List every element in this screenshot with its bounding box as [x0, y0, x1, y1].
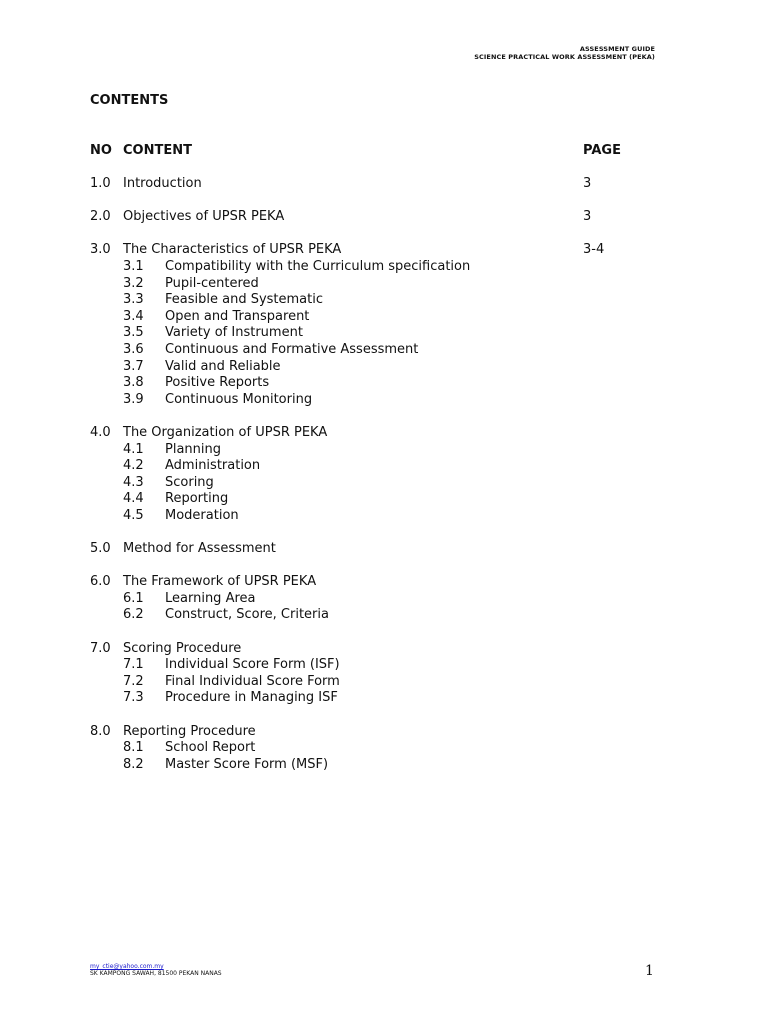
- toc-subentry-number: 3.5: [123, 325, 144, 341]
- toc-entry-title: The Organization of UPSR PEKA: [123, 424, 328, 440]
- toc-subentry-title: Administration: [165, 458, 261, 474]
- footer-address: SK KAMPONG SAWAH, 81500 PEKAN NANAS: [90, 970, 222, 977]
- toc-subentry-number: 3.2: [123, 275, 144, 291]
- page-number: 1: [645, 963, 654, 979]
- toc-subentry: [90, 276, 650, 293]
- toc-subentry-title: Compatibility with the Curriculum specification: [165, 258, 471, 274]
- toc-subentry-title: Pupil-centered: [165, 275, 259, 291]
- toc-subentry-title: Valid and Reliable: [165, 358, 281, 374]
- toc-subentry-number: 6.1: [123, 590, 144, 606]
- toc-subentry-title: Continuous and Formative Assessment: [165, 341, 419, 357]
- footer-email-link[interactable]: my_ctie@yahoo.com.my: [90, 963, 164, 970]
- header-guide-title: ASSESSMENT GUIDE: [579, 45, 655, 53]
- toc-entry: [90, 242, 650, 259]
- toc-entry: [90, 425, 650, 442]
- toc-subentry-title: School Report: [165, 740, 256, 756]
- toc-entry-title: Reporting Procedure: [123, 723, 256, 739]
- toc-subentry: [90, 458, 650, 475]
- toc-entry-title: The Framework of UPSR PEKA: [123, 574, 317, 590]
- toc-subentry-number: 6.2: [123, 607, 144, 623]
- toc-entry-page: 3: [583, 209, 592, 225]
- toc-subentry-title: Moderation: [165, 507, 239, 523]
- toc-section: [90, 425, 650, 525]
- toc-entry: [90, 176, 650, 193]
- toc-subentry-number: 4.5: [123, 507, 144, 523]
- toc-subentry-number: 8.1: [123, 740, 144, 756]
- toc-subentry: [90, 508, 650, 525]
- toc-subentry-title: Planning: [165, 441, 221, 457]
- column-header-page: PAGE: [583, 143, 621, 158]
- toc-subentry: [90, 475, 650, 492]
- toc-entry: [90, 209, 650, 226]
- toc-subentry-title: Positive Reports: [165, 375, 270, 391]
- toc-subentry-number: 3.1: [123, 258, 144, 274]
- toc-subentry: [90, 657, 650, 674]
- toc-subentry-title: Procedure in Managing ISF: [165, 690, 338, 706]
- toc-entry-title: Objectives of UPSR PEKA: [123, 209, 285, 225]
- toc-section: [90, 724, 650, 774]
- toc-subentry-title: Construct, Score, Criteria: [165, 607, 329, 623]
- toc-section: [90, 209, 650, 226]
- toc-subentry-title: Master Score Form (MSF): [165, 756, 329, 772]
- table-of-contents: [90, 176, 650, 790]
- toc-subentry: [90, 325, 650, 342]
- toc-entry-title: Scoring Procedure: [123, 640, 242, 656]
- toc-subentry-number: 3.8: [123, 375, 144, 391]
- toc-entry-title: The Characteristics of UPSR PEKA: [123, 242, 342, 258]
- toc-section: [90, 242, 650, 408]
- toc-subentry: [90, 442, 650, 459]
- toc-section: [90, 541, 650, 558]
- toc-subentry: [90, 392, 650, 409]
- header-subtitle: SCIENCE PRACTICAL WORK ASSESSMENT (PEKA): [474, 53, 655, 61]
- toc-subentry-number: 3.7: [123, 358, 144, 374]
- toc-subentry-title: Individual Score Form (ISF): [165, 657, 340, 673]
- toc-entry: [90, 541, 650, 558]
- page-title: CONTENTS: [90, 93, 169, 108]
- toc-entry: [90, 724, 650, 741]
- toc-subentry: [90, 674, 650, 691]
- toc-subentry-number: 4.4: [123, 491, 144, 507]
- toc-subentry-number: 4.2: [123, 458, 144, 474]
- toc-subentry-number: 3.6: [123, 341, 144, 357]
- toc-subentry-number: 8.2: [123, 756, 144, 772]
- toc-subentry: [90, 591, 650, 608]
- toc-entry-number: 7.0: [90, 640, 111, 656]
- toc-subentry: [90, 309, 650, 326]
- toc-entry-number: 5.0: [90, 541, 111, 557]
- toc-subentry: [90, 375, 650, 392]
- toc-subentry-number: 4.3: [123, 474, 144, 490]
- toc-subentry: [90, 491, 650, 508]
- toc-subentry: [90, 757, 650, 774]
- toc-entry-number: 2.0: [90, 209, 111, 225]
- toc-subentry-title: Learning Area: [165, 590, 256, 606]
- toc-subentry: [90, 259, 650, 276]
- footer: [90, 963, 222, 977]
- toc-subentry-number: 3.9: [123, 391, 144, 407]
- toc-section: [90, 574, 650, 624]
- toc-subentry-number: 3.3: [123, 292, 144, 308]
- toc-section: [90, 176, 650, 193]
- toc-entry-number: 8.0: [90, 723, 111, 739]
- toc-subentry: [90, 740, 650, 757]
- toc-entry-number: 3.0: [90, 242, 111, 258]
- toc-entry-number: 6.0: [90, 574, 111, 590]
- toc-subentry-title: Reporting: [165, 491, 229, 507]
- toc-entry-title: Method for Assessment: [123, 541, 276, 557]
- toc-entry-number: 1.0: [90, 176, 111, 191]
- document-header: [474, 45, 655, 61]
- toc-subentry-title: Feasible and Systematic: [165, 292, 323, 308]
- toc-subentry-number: 4.1: [123, 441, 144, 457]
- toc-entry: [90, 574, 650, 591]
- toc-subentry-number: 7.1: [123, 657, 144, 673]
- column-header-no: NO: [90, 143, 112, 158]
- toc-subentry-title: Open and Transparent: [165, 308, 310, 324]
- toc-entry-number: 4.0: [90, 424, 111, 440]
- toc-subentry: [90, 690, 650, 707]
- toc-subentry: [90, 292, 650, 309]
- toc-subentry: [90, 607, 650, 624]
- toc-subentry: [90, 342, 650, 359]
- toc-entry: [90, 641, 650, 658]
- column-header-content: CONTENT: [123, 143, 192, 158]
- toc-entry-title: Introduction: [123, 176, 202, 191]
- toc-subentry-title: Continuous Monitoring: [165, 391, 313, 407]
- toc-subentry-number: 3.4: [123, 308, 144, 324]
- toc-subentry-number: 7.3: [123, 690, 144, 706]
- toc-section: [90, 641, 650, 707]
- toc-subentry-title: Final Individual Score Form: [165, 673, 340, 689]
- toc-subentry-title: Variety of Instrument: [165, 325, 303, 341]
- toc-subentry-title: Scoring: [165, 474, 214, 490]
- toc-subentry: [90, 359, 650, 376]
- toc-subentry-number: 7.2: [123, 673, 144, 689]
- toc-entry-page: 3: [583, 176, 592, 191]
- toc-entry-page: 3-4: [583, 242, 605, 258]
